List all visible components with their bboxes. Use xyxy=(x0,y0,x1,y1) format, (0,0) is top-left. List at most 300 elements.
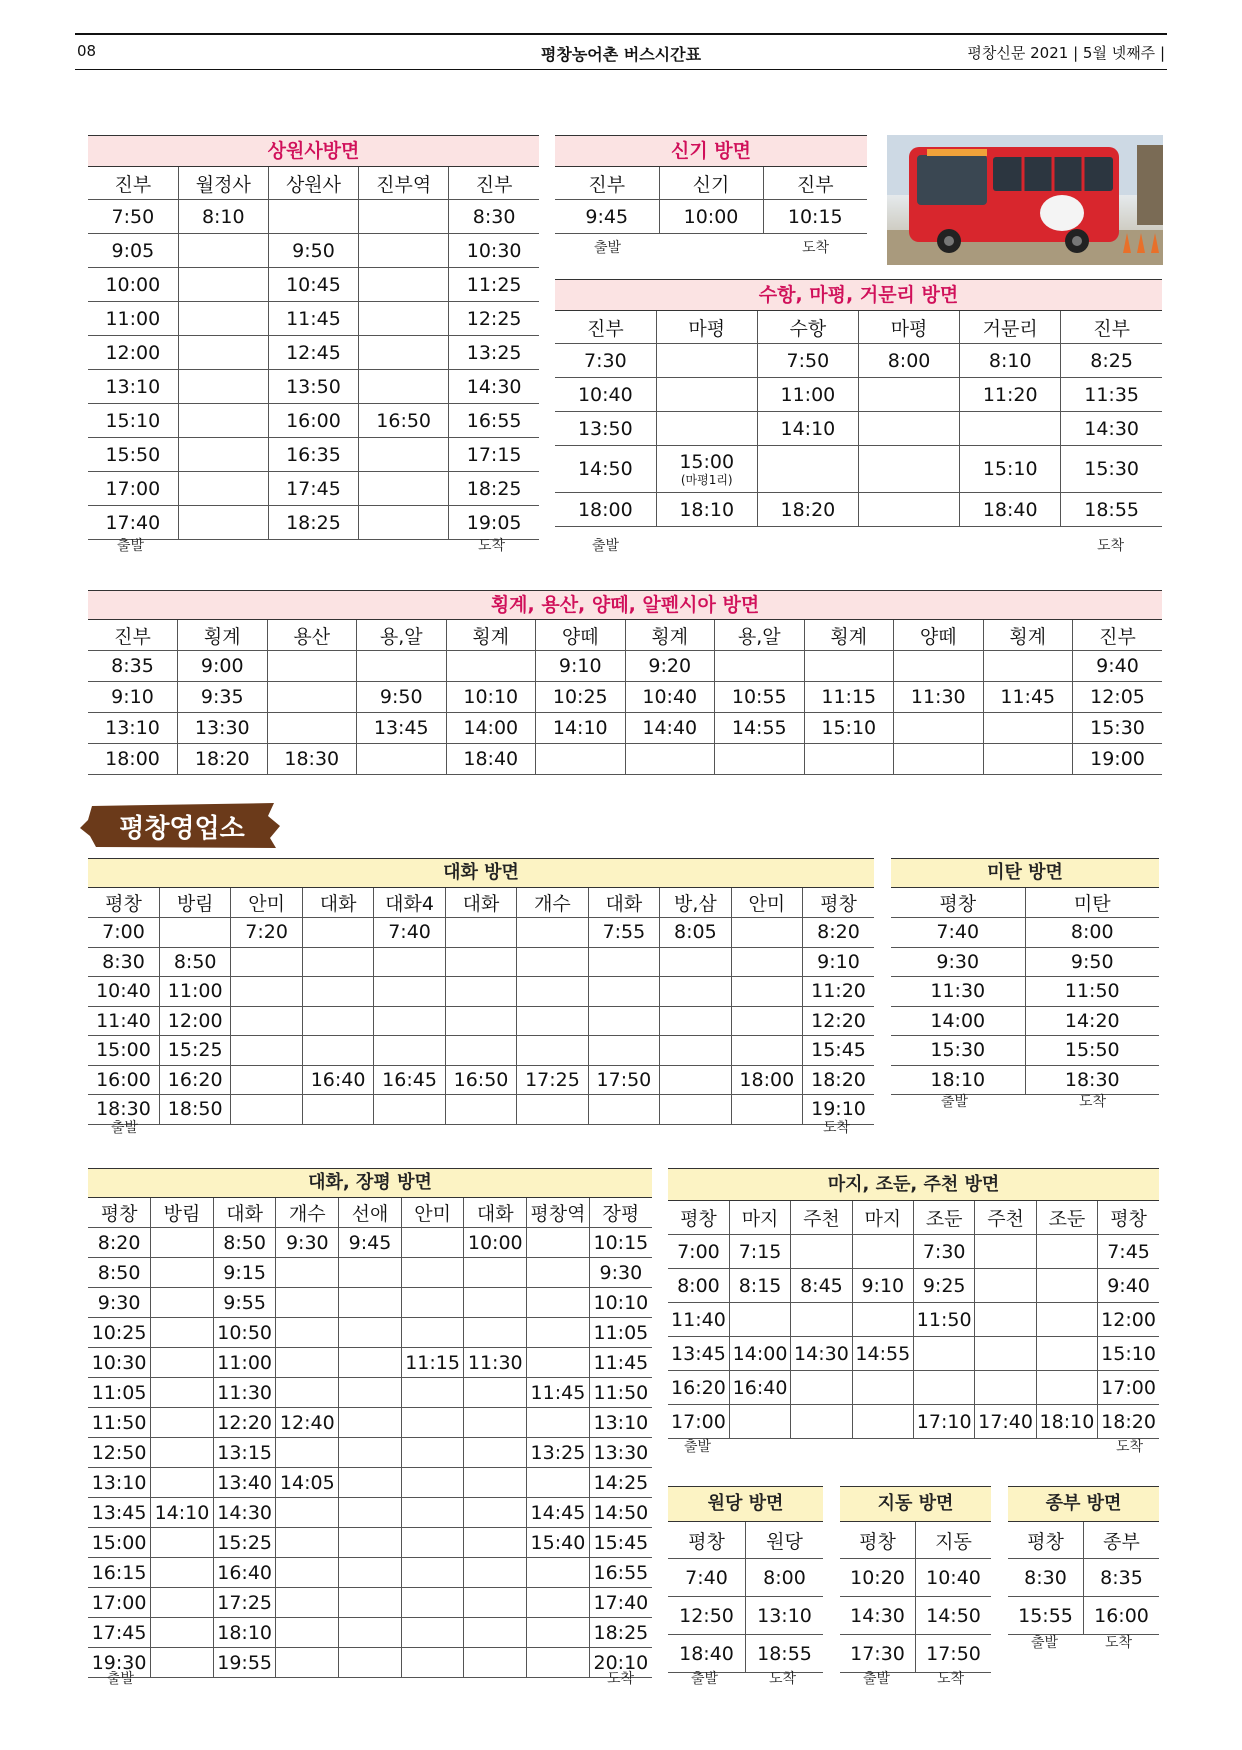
time-cell: 18:10 xyxy=(891,1065,1025,1095)
table-row xyxy=(555,446,1162,493)
arrive-label: 도착 xyxy=(1116,1439,1144,1455)
time-cell: 8:30 xyxy=(1008,1559,1084,1597)
time-cell: 19:10 xyxy=(803,1095,874,1125)
time-cell xyxy=(151,1288,214,1318)
time-cell xyxy=(527,1258,590,1288)
time-cell xyxy=(536,744,626,775)
time-cell: 14:00 xyxy=(446,713,536,744)
time-cell: 11:50 xyxy=(914,1303,975,1337)
column-header: 용산 xyxy=(267,620,357,651)
table-row xyxy=(88,1498,652,1528)
depart-label: 출발 xyxy=(941,1094,969,1110)
time-cell: 18:00 xyxy=(555,493,656,527)
time-cell: 17:00 xyxy=(1098,1371,1159,1405)
time-cell xyxy=(401,1498,464,1528)
column-header: 월정사 xyxy=(178,167,268,200)
time-cell: 10:25 xyxy=(536,682,626,713)
time-cell xyxy=(231,1036,302,1066)
table-title: 대화 방면 xyxy=(88,858,874,888)
time-cell: 7:30 xyxy=(555,344,656,378)
time-cell xyxy=(302,977,373,1007)
time-cell: 11:30 xyxy=(213,1378,276,1408)
schedule-table xyxy=(840,1522,991,1673)
time-cell xyxy=(339,1318,402,1348)
timetable-jangpyeong xyxy=(88,1168,652,1678)
column-header: 진부 xyxy=(88,167,178,200)
time-cell xyxy=(804,744,894,775)
time-cell: 7:40 xyxy=(668,1559,746,1597)
column-header: 진부 xyxy=(1061,311,1162,344)
time-cell: 17:00 xyxy=(668,1405,729,1439)
column-header: 진부 xyxy=(555,167,659,200)
time-cell: 18:10 xyxy=(656,493,757,527)
time-cell xyxy=(276,1378,339,1408)
table-row xyxy=(88,438,539,472)
time-cell: 10:40 xyxy=(916,1559,992,1597)
time-cell xyxy=(178,472,268,506)
time-cell: 11:15 xyxy=(401,1348,464,1378)
column-header: 조둔 xyxy=(914,1201,975,1235)
time-cell xyxy=(588,947,659,977)
table-row xyxy=(1008,1559,1159,1597)
time-cell: 15:00 xyxy=(88,1528,151,1558)
time-cell: 17:15 xyxy=(449,438,539,472)
time-cell: 14:30 xyxy=(1061,412,1162,446)
time-cell xyxy=(914,1371,975,1405)
time-cell xyxy=(852,1303,913,1337)
time-cell: 18:20 xyxy=(803,1065,874,1095)
time-cell xyxy=(151,1588,214,1618)
column-header: 방림 xyxy=(151,1198,214,1228)
table-row xyxy=(88,682,1162,713)
time-cell: 15:30 xyxy=(891,1036,1025,1066)
time-cell: 16:40 xyxy=(302,1065,373,1095)
column-header: 신기 xyxy=(659,167,763,200)
table-row xyxy=(840,1597,991,1635)
time-cell xyxy=(731,1006,802,1036)
time-cell: 16:00 xyxy=(268,404,358,438)
time-cell: 11:00 xyxy=(88,302,178,336)
timetable-jidong xyxy=(840,1486,991,1673)
column-header: 대화 xyxy=(213,1198,276,1228)
arrive-label: 도착 xyxy=(769,1671,797,1687)
time-cell: 14:45 xyxy=(527,1498,590,1528)
time-cell: 14:20 xyxy=(1025,1006,1159,1036)
time-cell: 11:45 xyxy=(589,1348,652,1378)
timetable-mitan xyxy=(891,858,1159,1095)
column-header: 진부 xyxy=(555,311,656,344)
time-cell: 10:40 xyxy=(625,682,715,713)
time-cell: 15:50 xyxy=(1025,1036,1159,1066)
time-cell xyxy=(151,1318,214,1348)
time-cell: 18:30 xyxy=(88,1095,159,1125)
time-cell: 11:20 xyxy=(803,977,874,1007)
arrive-label: 도착 xyxy=(1079,1094,1107,1110)
time-cell xyxy=(302,1006,373,1036)
bus-illustration xyxy=(887,135,1163,265)
column-header: 진부 xyxy=(1073,620,1163,651)
time-cell xyxy=(983,713,1073,744)
column-header: 평창 xyxy=(668,1522,746,1559)
table-row xyxy=(668,1269,1159,1303)
time-cell: 9:50 xyxy=(268,234,358,268)
time-cell: 15:30 xyxy=(1061,446,1162,493)
timetable-jongbu xyxy=(1008,1486,1159,1635)
time-cell: 8:00 xyxy=(858,344,959,378)
time-cell xyxy=(178,404,268,438)
time-cell: 14:50 xyxy=(916,1597,992,1635)
time-cell: 13:10 xyxy=(746,1597,824,1635)
column-header: 지동 xyxy=(916,1522,992,1559)
time-cell: 7:15 xyxy=(729,1235,790,1269)
timetable-hoenggye xyxy=(88,590,1162,775)
depart-label: 출발 xyxy=(117,538,145,554)
table-title: 신기 방면 xyxy=(555,135,867,167)
time-cell: 18:10 xyxy=(1036,1405,1097,1439)
time-cell: 14:50 xyxy=(555,446,656,493)
column-header: 방림 xyxy=(159,888,230,918)
column-header: 대화 xyxy=(588,888,659,918)
time-cell xyxy=(791,1235,852,1269)
time-cell xyxy=(445,1036,516,1066)
time-cell: 9:55 xyxy=(213,1288,276,1318)
time-cell: 19:05 xyxy=(449,506,539,540)
column-header: 개수 xyxy=(276,1198,339,1228)
time-cell: 10:40 xyxy=(88,977,159,1007)
time-cell: 8:00 xyxy=(746,1559,824,1597)
table-row xyxy=(891,1065,1159,1095)
time-cell xyxy=(267,713,357,744)
time-cell: 14:40 xyxy=(625,713,715,744)
time-cell xyxy=(151,1468,214,1498)
time-cell: 8:00 xyxy=(1025,918,1159,948)
time-cell: 10:55 xyxy=(715,682,805,713)
time-cell: 9:30 xyxy=(589,1258,652,1288)
time-cell xyxy=(231,1065,302,1095)
table-row xyxy=(668,1371,1159,1405)
time-cell: 11:25 xyxy=(449,268,539,302)
column-header: 안미 xyxy=(401,1198,464,1228)
time-cell xyxy=(401,1468,464,1498)
time-cell: 11:50 xyxy=(1025,977,1159,1007)
time-cell: 11:40 xyxy=(668,1303,729,1337)
time-cell: 13:25 xyxy=(527,1438,590,1468)
time-cell xyxy=(791,1405,852,1439)
time-cell xyxy=(339,1528,402,1558)
depart-label: 출발 xyxy=(691,1671,719,1687)
time-cell: 14:00 xyxy=(729,1337,790,1371)
time-cell xyxy=(1036,1337,1097,1371)
time-cell: 9:35 xyxy=(178,682,268,713)
table-row xyxy=(668,1559,823,1597)
depart-label: 출발 xyxy=(863,1671,891,1687)
time-cell: 13:45 xyxy=(88,1498,151,1528)
table-title: 미탄 방면 xyxy=(891,858,1159,888)
time-cell: 9:10 xyxy=(88,682,178,713)
column-header: 원당 xyxy=(746,1522,824,1559)
time-cell: 18:50 xyxy=(159,1095,230,1125)
column-header: 용,알 xyxy=(357,620,447,651)
time-cell xyxy=(1036,1371,1097,1405)
time-cell xyxy=(401,1258,464,1288)
time-cell xyxy=(302,1036,373,1066)
time-cell xyxy=(588,1006,659,1036)
time-cell xyxy=(656,412,757,446)
time-cell: 9:05 xyxy=(88,234,178,268)
time-cell: 12:20 xyxy=(803,1006,874,1036)
time-cell: 14:25 xyxy=(589,1468,652,1498)
time-cell xyxy=(276,1438,339,1468)
column-header: 마평 xyxy=(656,311,757,344)
time-cell: 16:35 xyxy=(268,438,358,472)
time-cell xyxy=(464,1588,527,1618)
time-cell: 14:10 xyxy=(757,412,858,446)
table-row xyxy=(88,1258,652,1288)
time-cell: 9:30 xyxy=(276,1228,339,1258)
time-cell xyxy=(445,1095,516,1125)
time-cell: 10:40 xyxy=(555,378,656,412)
time-cell: 8:35 xyxy=(1084,1559,1160,1597)
schedule-table xyxy=(668,1201,1159,1439)
table-title: 지동 방면 xyxy=(840,1486,991,1522)
time-cell: 9:45 xyxy=(555,200,659,234)
timetable-daehwa xyxy=(88,858,874,1125)
time-cell: 7:00 xyxy=(668,1235,729,1269)
time-cell xyxy=(791,1371,852,1405)
time-cell: 16:55 xyxy=(449,404,539,438)
time-cell xyxy=(660,1006,731,1036)
time-cell xyxy=(894,651,984,682)
time-cell: 11:35 xyxy=(1061,378,1162,412)
time-cell: 8:50 xyxy=(159,947,230,977)
timetable-suhang xyxy=(555,279,1162,527)
time-cell xyxy=(359,200,449,234)
time-cell xyxy=(464,1468,527,1498)
time-cell xyxy=(151,1558,214,1588)
table-row xyxy=(88,1528,652,1558)
time-cell xyxy=(302,947,373,977)
time-cell: 9:40 xyxy=(1098,1269,1159,1303)
column-header: 진부 xyxy=(88,620,178,651)
time-cell: 10:20 xyxy=(840,1559,916,1597)
depart-label: 출발 xyxy=(111,1120,139,1136)
column-header: 안미 xyxy=(231,888,302,918)
column-header: 대화4 xyxy=(374,888,445,918)
time-cell: 18:25 xyxy=(268,506,358,540)
time-cell: 14:10 xyxy=(536,713,626,744)
table-row xyxy=(891,947,1159,977)
time-cell: 11:05 xyxy=(88,1378,151,1408)
header-row xyxy=(88,888,874,918)
table-row xyxy=(88,713,1162,744)
table-row xyxy=(88,1648,652,1678)
column-header: 평창역 xyxy=(527,1198,590,1228)
time-cell xyxy=(445,977,516,1007)
table-row xyxy=(1008,1597,1159,1635)
time-cell: 9:00 xyxy=(178,651,268,682)
arrive-label: 도착 xyxy=(937,1671,965,1687)
time-cell: 11:20 xyxy=(960,378,1061,412)
schedule-table xyxy=(555,311,1162,527)
time-cell: 14:50 xyxy=(589,1498,652,1528)
timetable-sangwonsa xyxy=(88,135,539,540)
column-header: 평창 xyxy=(88,1198,151,1228)
time-cell xyxy=(464,1288,527,1318)
time-cell xyxy=(374,1036,445,1066)
time-cell xyxy=(517,1095,588,1125)
time-cell xyxy=(445,918,516,948)
time-cell xyxy=(975,1303,1036,1337)
time-cell xyxy=(339,1558,402,1588)
header-row xyxy=(840,1522,991,1559)
schedule-table xyxy=(88,167,539,540)
time-cell: 11:15 xyxy=(804,682,894,713)
table-row xyxy=(891,918,1159,948)
table-row xyxy=(88,1378,652,1408)
time-cell: 8:20 xyxy=(803,918,874,948)
time-cell: 13:10 xyxy=(88,713,178,744)
table-row xyxy=(891,1036,1159,1066)
time-cell xyxy=(731,1095,802,1125)
time-cell: 7:50 xyxy=(88,200,178,234)
time-cell xyxy=(151,1648,214,1678)
table-row xyxy=(88,1408,652,1438)
time-cell xyxy=(660,1065,731,1095)
time-cell: 8:10 xyxy=(178,200,268,234)
time-cell xyxy=(731,1036,802,1066)
header-row xyxy=(668,1522,823,1559)
time-cell: 12:00 xyxy=(159,1006,230,1036)
time-cell xyxy=(401,1288,464,1318)
column-header: 평창 xyxy=(840,1522,916,1559)
time-cell xyxy=(276,1288,339,1318)
time-cell: 10:30 xyxy=(88,1348,151,1378)
time-cell: 18:40 xyxy=(446,744,536,775)
time-cell xyxy=(339,1618,402,1648)
time-cell: 18:40 xyxy=(668,1635,746,1673)
time-cell: 7:40 xyxy=(374,918,445,948)
time-cell xyxy=(339,1588,402,1618)
timetable-maji xyxy=(668,1168,1159,1439)
column-header: 대화 xyxy=(464,1198,527,1228)
column-header: 주천 xyxy=(791,1201,852,1235)
schedule-table xyxy=(891,888,1159,1095)
time-cell xyxy=(1036,1269,1097,1303)
column-header: 수항 xyxy=(757,311,858,344)
table-row xyxy=(840,1635,991,1673)
table-row xyxy=(668,1635,823,1673)
header-row xyxy=(88,620,1162,651)
table-title: 원당 방면 xyxy=(668,1486,823,1522)
time-cell: 18:20 xyxy=(757,493,858,527)
time-cell: 11:45 xyxy=(527,1378,590,1408)
time-cell xyxy=(729,1405,790,1439)
time-cell xyxy=(339,1498,402,1528)
table-row xyxy=(840,1559,991,1597)
time-cell xyxy=(464,1378,527,1408)
time-cell xyxy=(983,651,1073,682)
red-bus-photo xyxy=(887,135,1163,265)
time-cell xyxy=(517,918,588,948)
time-cell xyxy=(791,1303,852,1337)
time-cell xyxy=(527,1408,590,1438)
time-cell: 9:45 xyxy=(339,1228,402,1258)
column-header: 양떼 xyxy=(536,620,626,651)
time-cell xyxy=(445,1006,516,1036)
time-cell xyxy=(894,744,984,775)
time-cell: 11:00 xyxy=(757,378,858,412)
time-cell: 11:00 xyxy=(159,977,230,1007)
time-cell xyxy=(339,1408,402,1438)
time-cell xyxy=(276,1348,339,1378)
time-cell xyxy=(517,1036,588,1066)
table-row xyxy=(88,1348,652,1378)
time-cell: 9:50 xyxy=(1025,947,1159,977)
table-row xyxy=(88,1228,652,1258)
time-cell xyxy=(527,1348,590,1378)
time-cell xyxy=(231,1006,302,1036)
time-cell: 8:25 xyxy=(1061,344,1162,378)
time-cell xyxy=(359,268,449,302)
stop-note: (마평1리) xyxy=(680,473,733,488)
time-cell: 10:45 xyxy=(268,268,358,302)
column-header: 양떼 xyxy=(894,620,984,651)
time-cell: 13:10 xyxy=(88,1468,151,1498)
time-cell: 18:25 xyxy=(449,472,539,506)
time-cell xyxy=(527,1558,590,1588)
time-cell xyxy=(852,1371,913,1405)
time-cell: 15:00 xyxy=(88,1036,159,1066)
time-cell: 9:10 xyxy=(536,651,626,682)
table-row xyxy=(88,744,1162,775)
time-cell: 13:15 xyxy=(213,1438,276,1468)
time-cell: 8:15 xyxy=(729,1269,790,1303)
time-cell: 10:15 xyxy=(589,1228,652,1258)
time-cell xyxy=(401,1588,464,1618)
table-row xyxy=(555,378,1162,412)
column-header: 진부역 xyxy=(359,167,449,200)
time-cell: 12:40 xyxy=(276,1408,339,1438)
schedule-table xyxy=(668,1522,823,1673)
time-cell xyxy=(517,1006,588,1036)
table-row xyxy=(88,336,539,370)
time-cell xyxy=(339,1288,402,1318)
timetable-wondang xyxy=(668,1486,823,1673)
column-header: 평창 xyxy=(803,888,874,918)
time-cell: 16:50 xyxy=(359,404,449,438)
time-cell: 18:30 xyxy=(1025,1065,1159,1095)
time-cell: 9:15 xyxy=(213,1258,276,1288)
time-cell: 11:30 xyxy=(464,1348,527,1378)
time-cell: 16:55 xyxy=(589,1558,652,1588)
time-cell xyxy=(464,1528,527,1558)
column-header: 마지 xyxy=(852,1201,913,1235)
time-cell xyxy=(464,1648,527,1678)
time-cell: 17:40 xyxy=(589,1588,652,1618)
table-row xyxy=(88,651,1162,682)
column-header: 개수 xyxy=(517,888,588,918)
depart-label: 출발 xyxy=(592,538,620,554)
time-cell: 17:25 xyxy=(213,1588,276,1618)
time-cell xyxy=(151,1378,214,1408)
time-cell: 9:20 xyxy=(625,651,715,682)
time-cell xyxy=(660,947,731,977)
time-cell xyxy=(401,1408,464,1438)
header-row xyxy=(88,1198,652,1228)
time-cell: 10:10 xyxy=(446,682,536,713)
time-cell: 15:10 xyxy=(1098,1337,1159,1371)
table-row xyxy=(88,268,539,302)
